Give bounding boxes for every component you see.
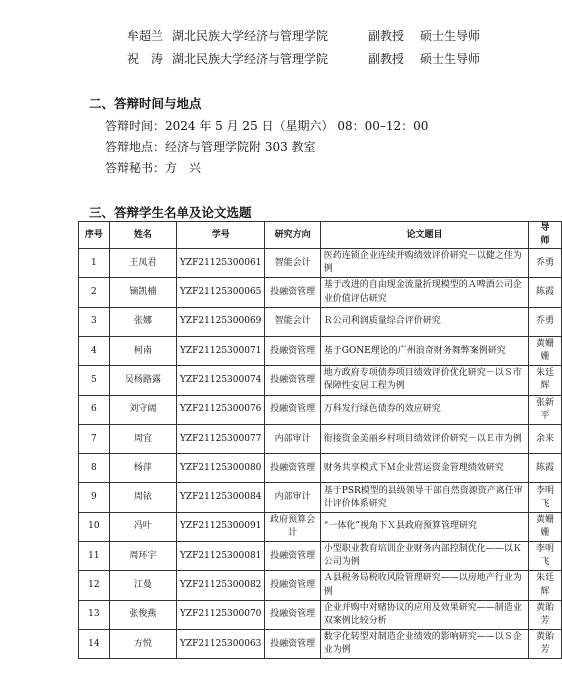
table-row bbox=[79, 307, 562, 336]
thesis-title: 小型职业教育培训企业财务内部控制优化——以Ｋ公司为例 bbox=[320, 542, 528, 571]
row-index: 9 bbox=[79, 483, 110, 512]
row-index: 8 bbox=[79, 454, 110, 483]
research-direction: 内部审计 bbox=[265, 424, 320, 453]
member-org: 湖北民族大学经济与管理学院 bbox=[172, 29, 329, 43]
student-name: 方悦 bbox=[109, 629, 176, 658]
student-id: YZF21125300082 bbox=[176, 571, 264, 600]
student-id: YZF21125300071 bbox=[176, 336, 264, 365]
thesis-title: 基于PSR模型的县级领导干部自然资源资产离任审计评价体系研究 bbox=[320, 483, 528, 512]
student-table bbox=[78, 221, 562, 659]
student-id: YZF21125300080 bbox=[176, 454, 264, 483]
student-name: 刘守阔 bbox=[109, 395, 176, 424]
student-name: 镝凯楠 bbox=[109, 278, 176, 307]
student-id: YZF21125300091 bbox=[176, 512, 264, 541]
thesis-title: “一体化”视角下Ｘ县政府预算管理研究 bbox=[320, 512, 528, 541]
section-heading-student-list: 三、答辩学生名单及论文选题 bbox=[89, 205, 252, 220]
student-name: 张俊燕 bbox=[109, 600, 176, 629]
table-row bbox=[79, 542, 562, 571]
advisor: 李明飞 bbox=[529, 542, 562, 571]
table-row bbox=[79, 483, 562, 512]
table-row bbox=[79, 454, 562, 483]
student-id: YZF21125300084 bbox=[176, 483, 264, 512]
col-header-name: 姓名 bbox=[109, 222, 176, 249]
row-index: 13 bbox=[79, 600, 110, 629]
research-direction: 投融资管理 bbox=[265, 454, 320, 483]
member-rank: 副教授 bbox=[368, 29, 405, 43]
row-index: 7 bbox=[79, 424, 110, 453]
thesis-title: Ａ县税务局税收风险管理研究——以房地产行业为例 bbox=[320, 571, 528, 600]
row-index: 4 bbox=[79, 336, 110, 365]
student-name: 冯叶 bbox=[109, 512, 176, 541]
student-name: 周宜 bbox=[109, 424, 176, 453]
student-name: 王凤君 bbox=[109, 249, 176, 278]
research-direction: 投融资管理 bbox=[265, 600, 320, 629]
student-id: YZF21125300063 bbox=[176, 629, 264, 658]
advisor: 黄姗姗 bbox=[529, 336, 562, 365]
table-row bbox=[79, 629, 562, 658]
student-id: YZF21125300070 bbox=[176, 600, 264, 629]
research-direction: 智能会计 bbox=[265, 307, 320, 336]
advisor: 乔勇 bbox=[529, 249, 562, 278]
student-id: YZF21125300061 bbox=[176, 249, 264, 278]
table-header-row bbox=[79, 222, 562, 249]
table-row bbox=[79, 366, 562, 395]
member-org: 湖北民族大学经济与管理学院 bbox=[172, 52, 329, 66]
member-role: 硕士生导师 bbox=[420, 29, 481, 43]
row-index: 1 bbox=[79, 249, 110, 278]
student-name: 杨萍 bbox=[109, 454, 176, 483]
table-row bbox=[79, 512, 562, 541]
advisor: 陈霞 bbox=[529, 454, 562, 483]
advisor: 余来 bbox=[529, 424, 562, 453]
advisor: 朱廷辉 bbox=[529, 366, 562, 395]
research-direction: 投融资管理 bbox=[265, 366, 320, 395]
col-header-title: 论文题目 bbox=[320, 222, 528, 249]
research-direction: 投融资管理 bbox=[265, 278, 320, 307]
thesis-title: 企业并购中对赌协议的应用及效果研究——制造业双案例比较分析 bbox=[320, 600, 528, 629]
thesis-title: Ｒ公司利润质量综合评价研究 bbox=[320, 307, 528, 336]
thesis-title: 地方政府专项债券项目绩效评价优化研究－以Ｓ市保障性安居工程为例 bbox=[320, 366, 528, 395]
thesis-title: 数字化转型对制造企业绩效的影响研究——以Ｓ企业为例 bbox=[320, 629, 528, 658]
row-index: 12 bbox=[79, 571, 110, 600]
advisor: 黄貽芳 bbox=[529, 600, 562, 629]
research-direction: 投融资管理 bbox=[265, 395, 320, 424]
table-row bbox=[79, 278, 562, 307]
research-direction: 内部审计 bbox=[265, 483, 320, 512]
table-row bbox=[79, 336, 562, 365]
row-index: 11 bbox=[79, 542, 110, 571]
student-name: 吴杨路露 bbox=[109, 366, 176, 395]
research-direction: 智能会计 bbox=[265, 249, 320, 278]
research-direction: 投融资管理 bbox=[265, 571, 320, 600]
col-header-direction: 研究方向 bbox=[265, 222, 320, 249]
member-rank: 副教授 bbox=[368, 52, 405, 66]
row-index: 14 bbox=[79, 629, 110, 658]
table-row bbox=[79, 424, 562, 453]
thesis-title: 基于GONE理论的广州浪奇财务舞弊案例研究 bbox=[320, 336, 528, 365]
table-row bbox=[79, 249, 562, 278]
table-row bbox=[79, 600, 562, 629]
member-name: 祝 涛 bbox=[127, 52, 164, 66]
col-header-student-id: 学号 bbox=[176, 222, 264, 249]
col-header-advisor: 导 师 bbox=[529, 222, 562, 249]
research-direction: 投融资管理 bbox=[265, 629, 320, 658]
defense-secretary: 答辩秘书：方 兴 bbox=[105, 161, 202, 175]
member-role: 硕士生导师 bbox=[420, 52, 481, 66]
row-index: 6 bbox=[79, 395, 110, 424]
student-id: YZF21125300065 bbox=[176, 278, 264, 307]
advisor: 朱廷辉 bbox=[529, 571, 562, 600]
student-id: YZF21125300081 bbox=[176, 542, 264, 571]
row-index: 10 bbox=[79, 512, 110, 541]
row-index: 3 bbox=[79, 307, 110, 336]
student-id: YZF21125300074 bbox=[176, 366, 264, 395]
col-header-index: 序号 bbox=[79, 222, 110, 249]
thesis-title: 万科发行绿色债券的效应研究 bbox=[320, 395, 528, 424]
advisor: 黄姗姗 bbox=[529, 512, 562, 541]
section-heading-time-place: 二、答辩时间与地点 bbox=[89, 96, 202, 111]
student-name: 张娜 bbox=[109, 307, 176, 336]
advisor: 张新平 bbox=[529, 395, 562, 424]
research-direction: 政府预算会计 bbox=[265, 512, 320, 541]
member-name: 牟超兰 bbox=[127, 29, 164, 43]
row-index: 5 bbox=[79, 366, 110, 395]
thesis-title: 基于改进的自由现金流量折现模型的Ａ啤酒公司企业价值评估研究 bbox=[320, 278, 528, 307]
thesis-title: 衔接资金美丽乡村项目绩效评价研究－以Ｅ市为例 bbox=[320, 424, 528, 453]
student-id: YZF21125300077 bbox=[176, 424, 264, 453]
advisor: 乔勇 bbox=[529, 307, 562, 336]
thesis-title: 医药连锁企业连续并购绩效评价研究－以健之佳为例 bbox=[320, 249, 528, 278]
table-row bbox=[79, 395, 562, 424]
advisor: 陈霞 bbox=[529, 278, 562, 307]
research-direction: 投融资管理 bbox=[265, 336, 320, 365]
research-direction: 投融资管理 bbox=[265, 542, 320, 571]
student-id: YZF21125300069 bbox=[176, 307, 264, 336]
table-row bbox=[79, 571, 562, 600]
advisor: 黄貽芳 bbox=[529, 629, 562, 658]
defense-place: 答辩地点：经济与管理学院附 303 教室 bbox=[105, 140, 316, 154]
defense-time: 答辩时间：2024 年 5 月 25 日（星期六） 08：00–12：00 bbox=[105, 119, 429, 133]
advisor: 李明飞 bbox=[529, 483, 562, 512]
student-name: 周环宇 bbox=[109, 542, 176, 571]
thesis-title: 财务共享模式下Ｍ企业营运资金管理绩效研究 bbox=[320, 454, 528, 483]
student-name: 柯南 bbox=[109, 336, 176, 365]
row-index: 2 bbox=[79, 278, 110, 307]
student-name: 江曼 bbox=[109, 571, 176, 600]
student-id: YZF21125300076 bbox=[176, 395, 264, 424]
student-name: 周铱 bbox=[109, 483, 176, 512]
